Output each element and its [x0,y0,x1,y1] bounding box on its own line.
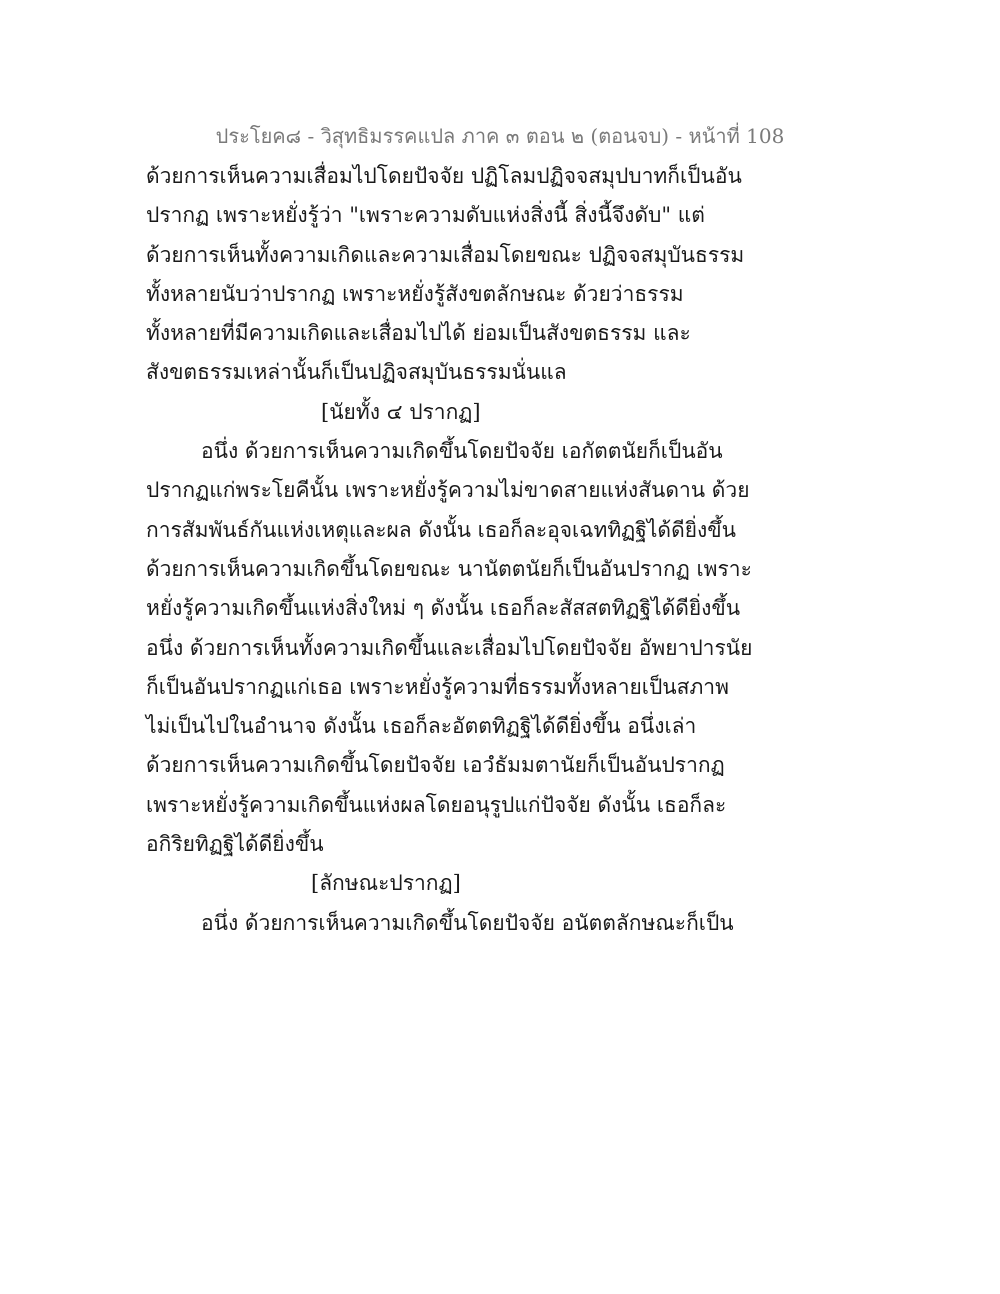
text-line: อนึ่ง ด้วยการเห็นทั้งความเกิดขึ้นและเสื่อมไปโดยปัจจัย อัพยาปารนัย [146,635,753,660]
paragraph-start-line: อนึ่ง ด้วยการเห็นความเกิดขึ้นโดยปัจจัย อนัตตลักษณะก็เป็น [201,910,734,935]
text-line: เพราะหยั่งรู้ความเกิดขึ้นแห่งผลโดยอนุรูปแก่ปัจจัย ดังนั้น เธอก็ละ [146,792,727,817]
section-heading: [นัยทั้ง ๔ ปรากฏ] [321,399,481,424]
text-line: ก็เป็นอันปรากฏแก่เธอ เพราะหยั่งรู้ความที่ธรรมทั้งหลายเป็นสภาพ [146,674,729,699]
text-line: หยั่งรู้ความเกิดขึ้นแห่งสิ่งใหม่ ๆ ดังนั้น เธอก็ละสัสสตทิฏฐิได้ดียิ่งขึ้น [146,596,741,621]
text-line: การสัมพันธ์กันแห่งเหตุและผล ดังนั้น เธอก็ละอุจเฉททิฏฐิได้ดียิ่งขึ้น [146,517,736,542]
section-heading: [ลักษณะปรากฏ] [311,871,461,896]
body-text [146,157,753,943]
text-line: ด้วยการเห็นทั้งความเกิดและความเสื่อมโดยขณะ ปฏิจจสมุบันธรรม [146,242,745,267]
text-line: ปรากฏแก่พระโยคีนั้น เพราะหยั่งรู้ความไม่ขาดสายแห่งสันดาน ด้วย [146,478,750,503]
text-line: ด้วยการเห็นความเสื่อมไปโดยปัจจัย ปฏิโลมปฏิจจสมุปบาทก็เป็นอัน [146,164,742,188]
text-line: ไม่เป็นไปในอำนาจ ดังนั้น เธอก็ละอัตตทิฏฐิได้ดียิ่งขึ้น อนึ่งเล่า [146,714,697,739]
text-line: อกิริยทิฏฐิได้ดียิ่งขึ้น [146,832,324,857]
text-line: ด้วยการเห็นความเกิดขึ้นโดยปัจจัย เอวํธัมมตานัยก็เป็นอันปรากฏ [146,753,725,778]
text-line: ทั้งหลายนับว่าปรากฏ เพราะหยั่งรู้สังขตลักษณะ ด้วยว่าธรรม [146,281,684,306]
text-line: ด้วยการเห็นความเกิดขึ้นโดยขณะ นานัตตนัยก็เป็นอันปรากฏ เพราะ [146,556,752,581]
paragraph-start-line: อนึ่ง ด้วยการเห็นความเกิดขึ้นโดยปัจจัย เอกัตตนัยก็เป็นอัน [201,439,723,464]
text-line: ทั้งหลายที่มีความเกิดและเสื่อมไปได้ ย่อมเป็นสังขตธรรม และ [146,321,691,346]
text-line: สังขตธรรมเหล่านั้นก็เป็นปฏิจสมุบันธรรมนั่นแล [146,360,567,385]
text-line: ปรากฏ เพราะหยั่งรู้ว่า "เพราะความดับแห่งสิ่งนี้ สิ่งนี้จึงดับ" แต่ [146,203,705,228]
page-header: ประโยค๘ - วิสุทธิมรรคแปล ภาค ๓ ตอน ๒ (ตอนจบ) - หน้าที่ 108 [215,124,785,148]
